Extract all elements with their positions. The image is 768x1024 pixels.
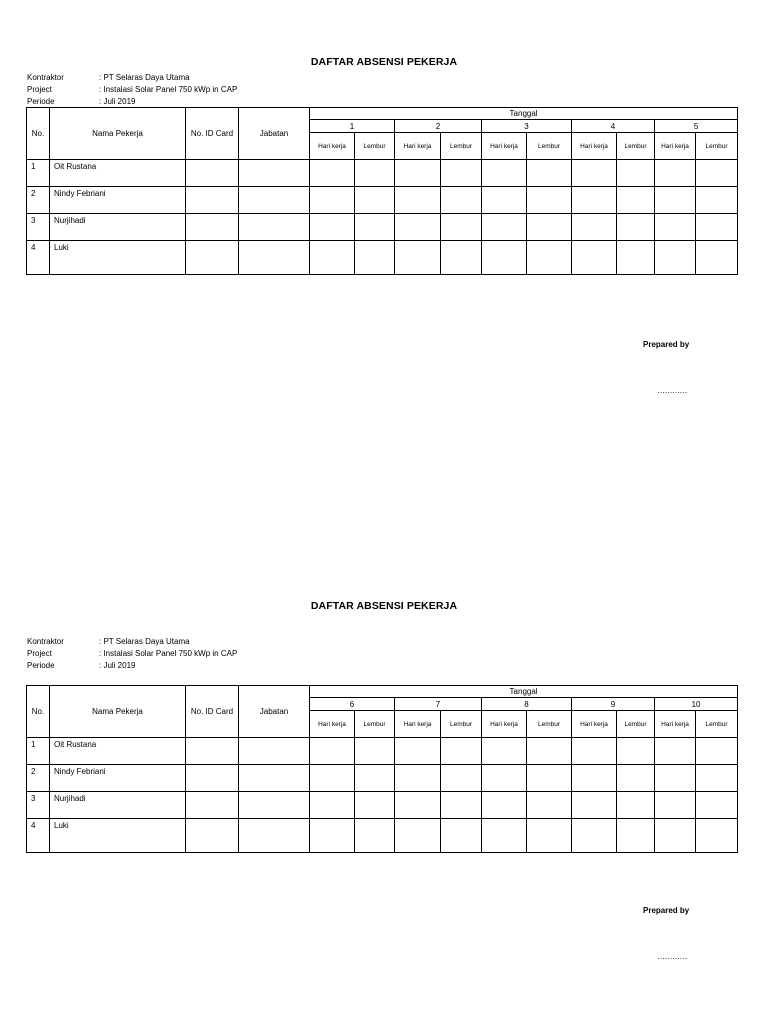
worker-no: 1	[27, 160, 50, 187]
attendance-cell	[617, 792, 655, 819]
id-card-cell	[186, 792, 239, 819]
attendance-cell	[696, 241, 738, 275]
subheader-hari-kerja: Hari kerja	[482, 711, 527, 738]
day-header: 5	[655, 120, 738, 133]
attendance-cell	[655, 160, 696, 187]
header-id-card: No. ID Card	[186, 686, 239, 738]
sheet-meta	[27, 636, 237, 672]
worker-name: Luki	[50, 819, 186, 853]
prepared-by-label: Prepared by	[643, 340, 690, 349]
worker-no: 1	[27, 738, 50, 765]
day-header: 7	[395, 698, 482, 711]
attendance-cell	[527, 160, 572, 187]
table-row	[27, 241, 738, 275]
attendance-cell	[310, 819, 355, 853]
attendance-cell	[395, 765, 441, 792]
attendance-cell	[441, 214, 482, 241]
id-card-cell	[186, 738, 239, 765]
subheader-lembur: Lembur	[527, 711, 572, 738]
header-tanggal: Tanggal	[310, 686, 738, 698]
attendance-cell	[310, 214, 355, 241]
worker-no: 3	[27, 214, 50, 241]
header-no: No.	[27, 686, 50, 738]
project-label: Project	[27, 85, 52, 94]
subheader-lembur: Lembur	[696, 133, 738, 160]
attendance-table	[26, 685, 738, 853]
subheader-hari-kerja: Hari kerja	[655, 133, 696, 160]
meta-project	[27, 648, 237, 660]
attendance-cell	[395, 738, 441, 765]
table-row	[27, 738, 738, 765]
attendance-cell	[572, 819, 617, 853]
subheader-hari-kerja: Hari kerja	[395, 711, 441, 738]
meta-periode	[27, 660, 237, 672]
attendance-cell	[696, 765, 738, 792]
attendance-cell	[572, 214, 617, 241]
worker-no: 4	[27, 819, 50, 853]
attendance-cell	[655, 765, 696, 792]
attendance-cell	[482, 765, 527, 792]
attendance-cell	[617, 738, 655, 765]
attendance-cell	[696, 187, 738, 214]
subheader-lembur: Lembur	[441, 133, 482, 160]
jabatan-cell	[239, 792, 310, 819]
attendance-cell	[655, 187, 696, 214]
attendance-cell	[696, 214, 738, 241]
table-row	[27, 160, 738, 187]
jabatan-cell	[239, 187, 310, 214]
id-card-cell	[186, 160, 239, 187]
attendance-cell	[617, 765, 655, 792]
jabatan-cell	[239, 160, 310, 187]
attendance-cell	[527, 187, 572, 214]
signature-line: …………	[657, 952, 687, 961]
attendance-cell	[696, 160, 738, 187]
header-nama-pekerja: Nama Pekerja	[50, 686, 186, 738]
subheader-hari-kerja: Hari kerja	[310, 133, 355, 160]
project-value: : Instalasi Solar Panel 750 kWp in CAP	[99, 649, 238, 658]
attendance-cell	[310, 160, 355, 187]
attendance-cell	[355, 214, 395, 241]
table-row	[27, 819, 738, 853]
attendance-cell	[441, 765, 482, 792]
prepared-by-label: Prepared by	[643, 906, 690, 915]
attendance-cell	[355, 738, 395, 765]
attendance-cell	[310, 765, 355, 792]
day-header: 4	[572, 120, 655, 133]
attendance-cell	[395, 819, 441, 853]
subheader-lembur: Lembur	[355, 133, 395, 160]
attendance-cell	[527, 738, 572, 765]
table-row	[27, 765, 738, 792]
attendance-cell	[482, 738, 527, 765]
periode-value: : Juli 2019	[99, 97, 136, 106]
attendance-cell	[395, 241, 441, 275]
subheader-hari-kerja: Hari kerja	[310, 711, 355, 738]
attendance-cell	[355, 187, 395, 214]
attendance-cell	[572, 241, 617, 275]
attendance-cell	[441, 738, 482, 765]
meta-project	[27, 84, 237, 96]
meta-kontraktor	[27, 636, 237, 648]
attendance-cell	[527, 241, 572, 275]
attendance-cell	[655, 241, 696, 275]
attendance-cell	[527, 792, 572, 819]
attendance-cell	[355, 160, 395, 187]
project-label: Project	[27, 649, 52, 658]
attendance-cell	[355, 765, 395, 792]
subheader-lembur: Lembur	[355, 711, 395, 738]
meta-kontraktor	[27, 72, 237, 84]
subheader-lembur: Lembur	[441, 711, 482, 738]
attendance-cell	[395, 160, 441, 187]
attendance-cell	[482, 819, 527, 853]
header-jabatan: Jabatan	[239, 108, 310, 160]
attendance-cell	[441, 792, 482, 819]
subheader-hari-kerja: Hari kerja	[395, 133, 441, 160]
table-row	[27, 792, 738, 819]
attendance-cell	[355, 819, 395, 853]
attendance-cell	[310, 738, 355, 765]
sheet-title: DAFTAR ABSENSI PEKERJA	[310, 600, 458, 612]
day-header: 9	[572, 698, 655, 711]
kontraktor-label: Kontraktor	[27, 637, 64, 646]
id-card-cell	[186, 819, 239, 853]
jabatan-cell	[239, 765, 310, 792]
kontraktor-value: : PT Selaras Daya Utama	[99, 637, 190, 646]
worker-no: 2	[27, 765, 50, 792]
attendance-cell	[617, 819, 655, 853]
header-nama-pekerja: Nama Pekerja	[50, 108, 186, 160]
attendance-cell	[655, 792, 696, 819]
attendance-cell	[441, 187, 482, 214]
attendance-cell	[527, 765, 572, 792]
attendance-cell	[482, 241, 527, 275]
day-header: 6	[310, 698, 395, 711]
attendance-cell	[441, 241, 482, 275]
worker-name: Nurjihadi	[50, 214, 186, 241]
attendance-cell	[482, 792, 527, 819]
attendance-cell	[696, 792, 738, 819]
id-card-cell	[186, 214, 239, 241]
subheader-hari-kerja: Hari kerja	[482, 133, 527, 160]
day-header: 8	[482, 698, 572, 711]
periode-value: : Juli 2019	[99, 661, 136, 670]
project-value: : Instalasi Solar Panel 750 kWp in CAP	[99, 85, 238, 94]
attendance-cell	[617, 214, 655, 241]
worker-name: Oit Rustana	[50, 738, 186, 765]
attendance-cell	[482, 160, 527, 187]
attendance-cell	[572, 738, 617, 765]
attendance-cell	[572, 160, 617, 187]
worker-name: Luki	[50, 241, 186, 275]
jabatan-cell	[239, 241, 310, 275]
jabatan-cell	[239, 214, 310, 241]
attendance-cell	[441, 160, 482, 187]
attendance-cell	[527, 819, 572, 853]
header-jabatan: Jabatan	[239, 686, 310, 738]
attendance-cell	[482, 187, 527, 214]
attendance-cell	[355, 241, 395, 275]
worker-name: Nurjihadi	[50, 792, 186, 819]
worker-no: 3	[27, 792, 50, 819]
day-header: 3	[482, 120, 572, 133]
worker-no: 4	[27, 241, 50, 275]
table-row	[27, 187, 738, 214]
day-header: 2	[395, 120, 482, 133]
attendance-cell	[655, 738, 696, 765]
attendance-cell	[395, 214, 441, 241]
subheader-hari-kerja: Hari kerja	[655, 711, 696, 738]
attendance-cell	[617, 160, 655, 187]
attendance-cell	[395, 187, 441, 214]
id-card-cell	[186, 187, 239, 214]
attendance-cell	[355, 792, 395, 819]
attendance-cell	[617, 241, 655, 275]
periode-label: Periode	[27, 661, 55, 670]
table-row	[27, 214, 738, 241]
subheader-lembur: Lembur	[617, 711, 655, 738]
jabatan-cell	[239, 819, 310, 853]
attendance-cell	[572, 792, 617, 819]
worker-name: Oit Rustana	[50, 160, 186, 187]
attendance-cell	[441, 819, 482, 853]
worker-name: Nindy Febriani	[50, 187, 186, 214]
day-header: 10	[655, 698, 738, 711]
subheader-lembur: Lembur	[617, 133, 655, 160]
subheader-hari-kerja: Hari kerja	[572, 133, 617, 160]
attendance-cell	[395, 792, 441, 819]
attendance-cell	[482, 214, 527, 241]
sheet-title: DAFTAR ABSENSI PEKERJA	[310, 56, 458, 68]
sheet-meta	[27, 72, 237, 108]
attendance-cell	[310, 187, 355, 214]
header-no: No.	[27, 108, 50, 160]
signature-line: …………	[657, 386, 687, 395]
header-tanggal: Tanggal	[310, 108, 738, 120]
subheader-lembur: Lembur	[527, 133, 572, 160]
attendance-table	[26, 107, 738, 275]
attendance-cell	[572, 187, 617, 214]
kontraktor-label: Kontraktor	[27, 73, 64, 82]
id-card-cell	[186, 765, 239, 792]
attendance-cell	[617, 187, 655, 214]
jabatan-cell	[239, 738, 310, 765]
kontraktor-value: : PT Selaras Daya Utama	[99, 73, 190, 82]
attendance-cell	[655, 819, 696, 853]
periode-label: Periode	[27, 97, 55, 106]
attendance-cell	[696, 738, 738, 765]
header-id-card: No. ID Card	[186, 108, 239, 160]
attendance-cell	[310, 241, 355, 275]
day-header: 1	[310, 120, 395, 133]
attendance-cell	[527, 214, 572, 241]
worker-no: 2	[27, 187, 50, 214]
subheader-hari-kerja: Hari kerja	[572, 711, 617, 738]
attendance-cell	[310, 792, 355, 819]
id-card-cell	[186, 241, 239, 275]
attendance-cell	[655, 214, 696, 241]
attendance-cell	[572, 765, 617, 792]
attendance-cell	[696, 819, 738, 853]
worker-name: Nindy Febriani	[50, 765, 186, 792]
subheader-lembur: Lembur	[696, 711, 738, 738]
